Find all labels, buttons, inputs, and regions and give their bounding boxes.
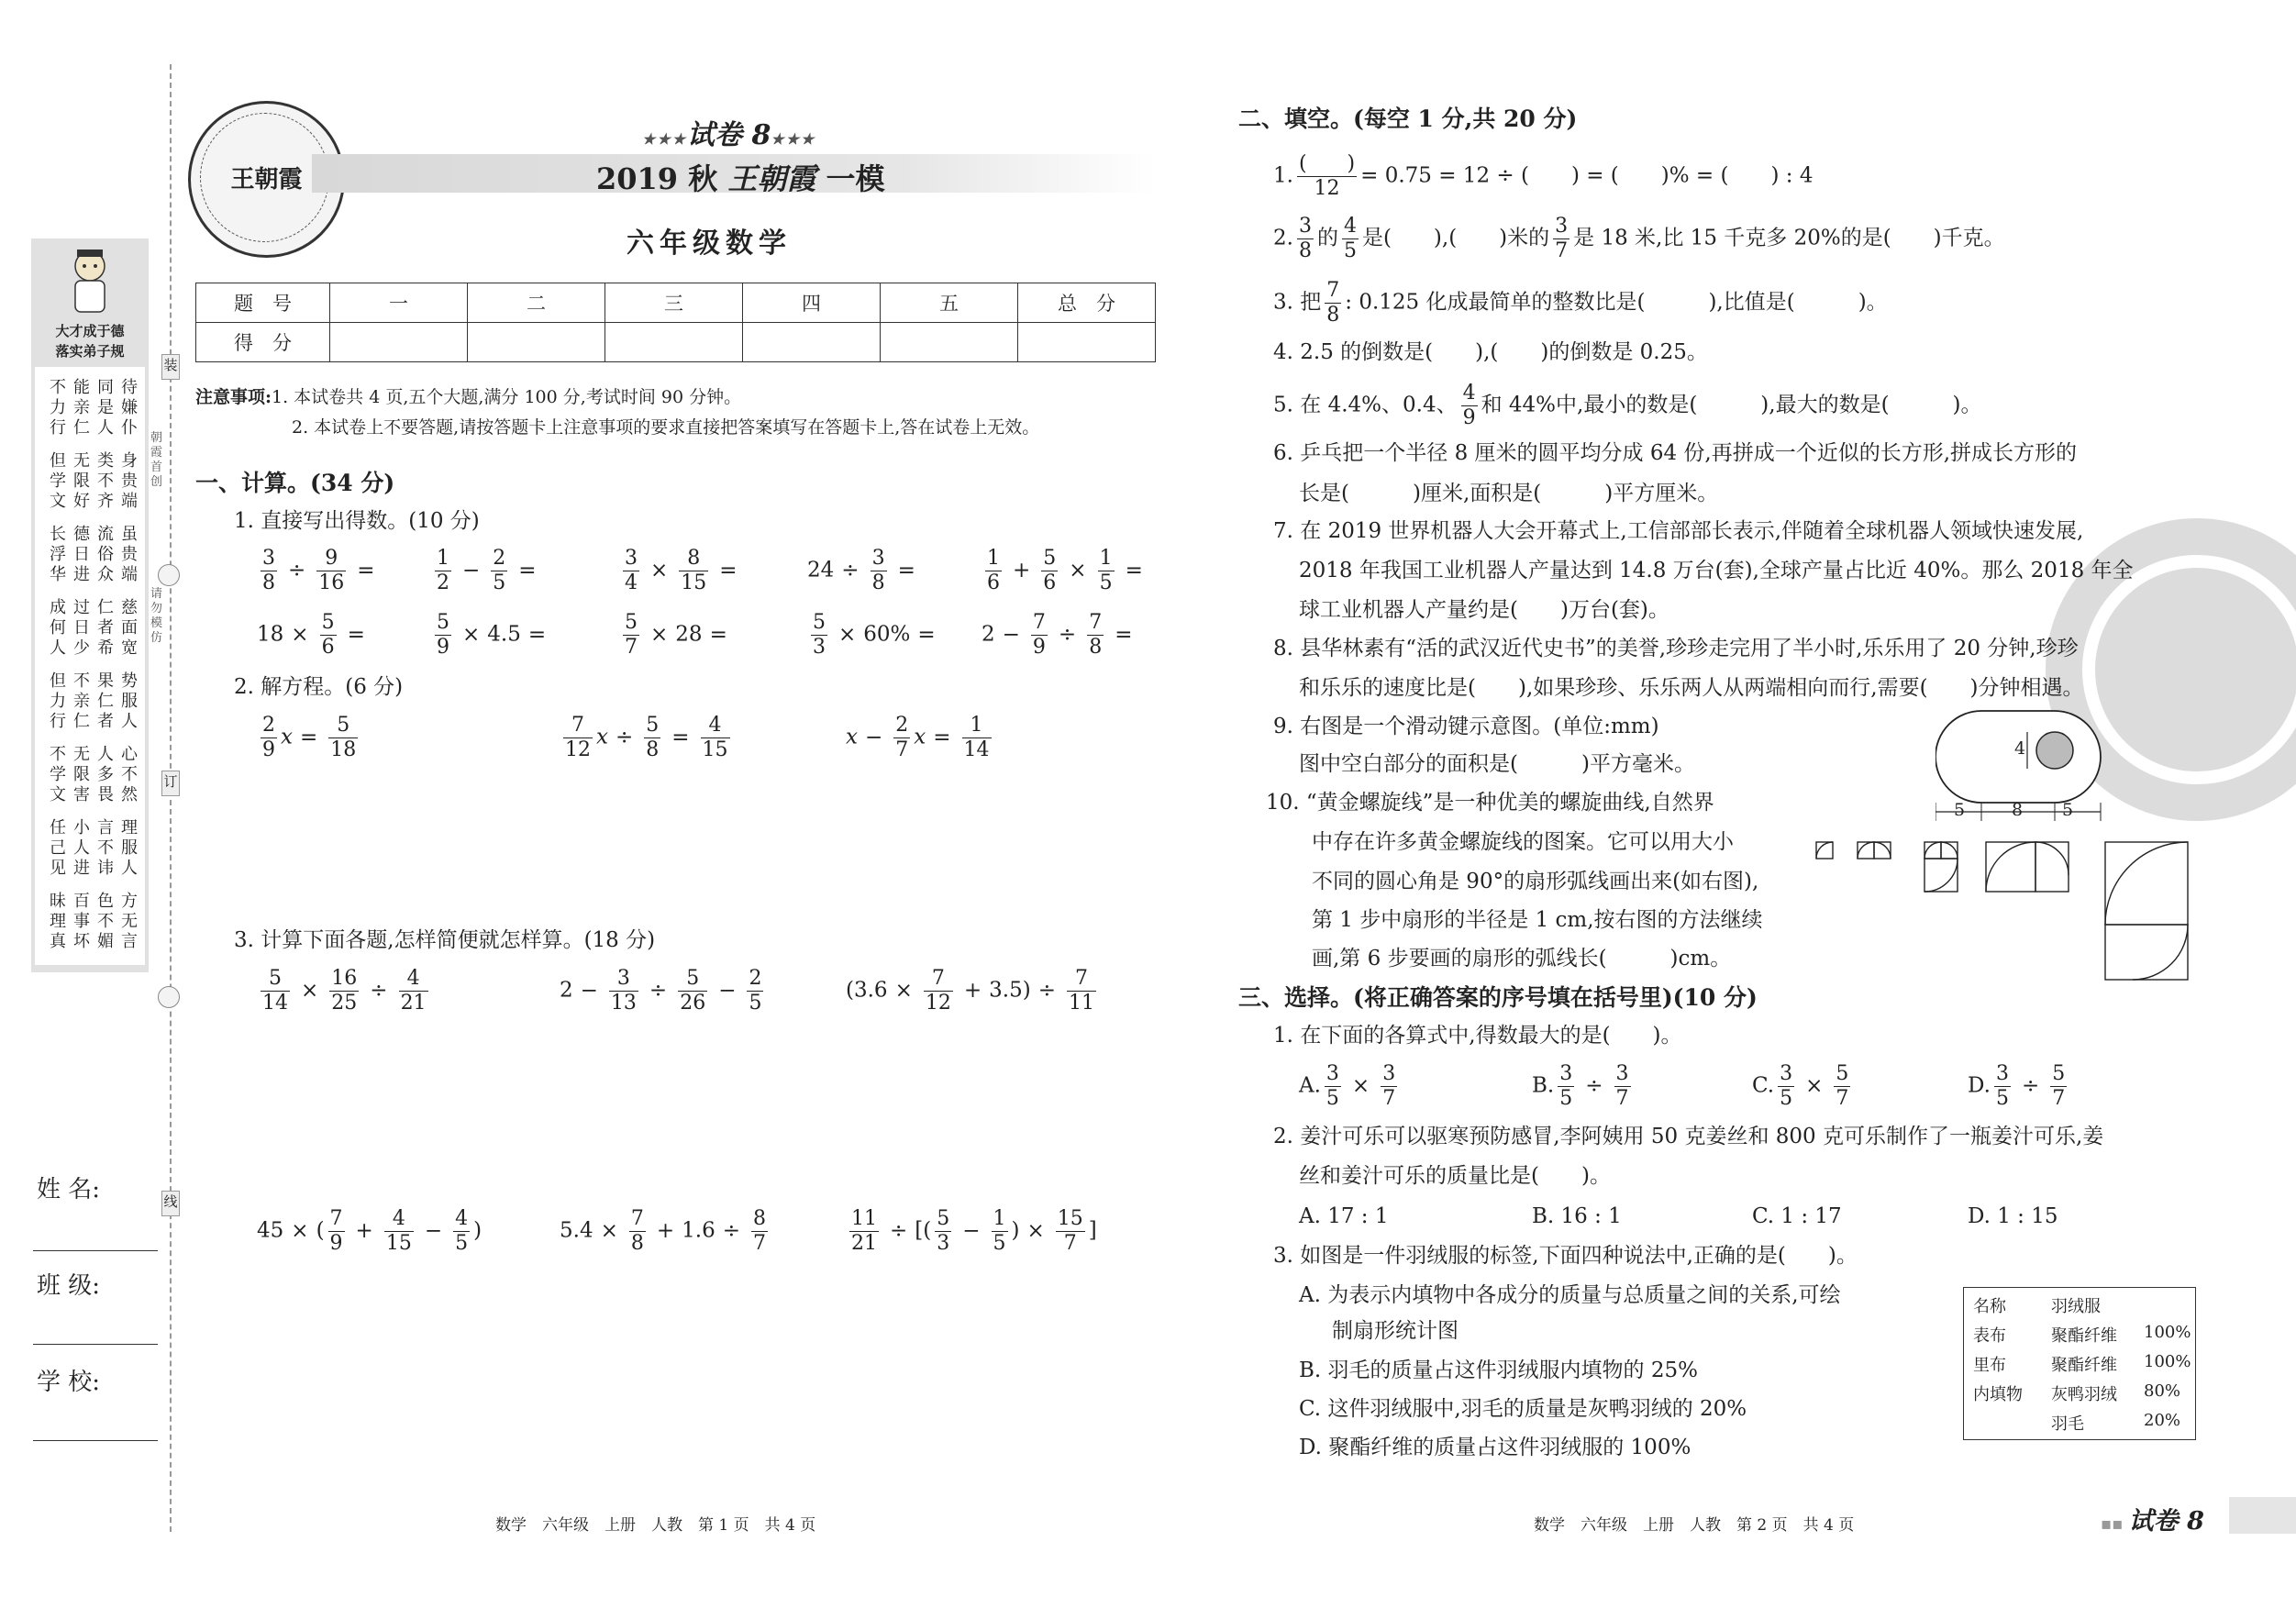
motto-char: 少: [73, 638, 90, 658]
motto-char: 多: [97, 765, 114, 784]
motto-char: 小: [73, 818, 90, 837]
motto-char: 俗: [97, 545, 114, 564]
class-field[interactable]: [33, 1344, 158, 1345]
simplify-item: $\frac{11}{21}$ ÷ [( $\frac{5}{3}$ − $\frac{1}{5}$ ) × $\frac{15}{7}$ ]: [851, 1207, 1097, 1255]
motto-char: 是: [97, 398, 114, 417]
cut-label-ding: 订: [161, 771, 180, 796]
score-cell[interactable]: [743, 323, 881, 362]
motto-char: 类: [97, 451, 114, 471]
motto-char: 仁: [97, 598, 114, 617]
motto-char: 不: [50, 745, 66, 764]
s2-q10-line4: 第 1 步中扇形的半径是 1 cm,按右图的方法继续: [1312, 908, 1763, 932]
motto-line: 落实弟子规: [55, 343, 125, 360]
motto-char: 己: [50, 838, 66, 858]
series-label: ★★★试卷 8★★★: [642, 119, 816, 151]
motto-char: 好: [73, 492, 90, 511]
motto-char: 何: [50, 618, 66, 638]
motto-char: 端: [121, 492, 138, 511]
motto-char: 色: [97, 892, 114, 911]
motto-char: 理: [121, 818, 138, 837]
s2-q1: 1. $\frac{( )}{12}$ = 0.75 = 12 ÷ ( ) = ( )% = ( ) : 4: [1273, 152, 1814, 200]
logo-text: 王朝霞: [230, 166, 303, 194]
motto-char: 文: [50, 785, 66, 804]
score-cell[interactable]: [1018, 323, 1156, 362]
motto-char: 方: [121, 892, 138, 911]
motto-char: 同: [97, 378, 114, 397]
subject-title: 六年级数学: [627, 227, 792, 260]
motto-char: 亲: [73, 692, 90, 711]
motto-char: 者: [97, 618, 114, 638]
motto-char: 但: [50, 671, 66, 691]
calc-item: $\frac{5}{7}$ × 28 =: [625, 611, 727, 659]
score-header: 一: [330, 283, 468, 323]
motto-char: 仁: [97, 692, 114, 711]
score-cell[interactable]: [605, 323, 743, 362]
clothing-label-table: [1963, 1287, 2196, 1440]
calc-item: $\frac{5}{3}$ × 60% =: [813, 611, 936, 659]
motto-char: 不: [73, 671, 90, 691]
s2-q4: 4. 2.5 的倒数是( ),( )的倒数是 0.25。: [1273, 340, 1708, 364]
label-cell: 聚酯纤维: [2051, 1356, 2117, 1375]
class-label: 班 级:: [37, 1272, 101, 1300]
binding-hole-icon: [158, 986, 180, 1008]
notes-line1: 注意事项:1. 本试卷共 4 页,五个大题,满分 100 分,考试时间 90 分钟。: [195, 387, 742, 407]
s2-q10-line3: 不同的圆心角是 90°的扇形弧线画出来(如右图),: [1312, 870, 1759, 893]
motto-char: 不: [97, 471, 114, 491]
motto-char: 百: [73, 892, 90, 911]
choice-option[interactable]: A. $\frac{3}{5}$ × $\frac{3}{7}$: [1299, 1062, 1396, 1110]
dim-label: 5: [1954, 800, 1966, 820]
s3-q2-line1: 2. 姜汁可乐可以驱寒预防感冒,李阿姨用 50 克姜丝和 800 克可乐制作了一瓶姜汁可乐,姜: [1273, 1125, 2104, 1148]
motto-char: 事: [73, 912, 90, 931]
label-cell: 聚酯纤维: [2051, 1326, 2117, 1346]
choice-option[interactable]: C. 这件羽绒服中,羽毛的质量是灰鸭羽绒的 20%: [1299, 1397, 1747, 1421]
motto-char: 进: [73, 565, 90, 584]
dim-label: 8: [2012, 800, 2024, 820]
calc-item: $\frac{1}{2}$ − $\frac{2}{5}$ =: [437, 547, 537, 594]
score-cell[interactable]: [330, 323, 468, 362]
motto-char: 贵: [121, 471, 138, 491]
motto-char: 浮: [50, 545, 66, 564]
calc-item: 24 ÷ $\frac{3}{8}$ =: [807, 547, 915, 594]
motto-char: 众: [97, 565, 114, 584]
name-field[interactable]: [33, 1250, 158, 1251]
score-header: 题 号: [196, 283, 330, 323]
motto-char: 人: [121, 712, 138, 731]
motto-char: 能: [73, 378, 90, 397]
choice-option[interactable]: B. $\frac{3}{5}$ ÷ $\frac{3}{7}$: [1532, 1062, 1629, 1110]
motto-char: 人: [121, 859, 138, 878]
section1-title: 一、计算。(34 分): [195, 470, 395, 496]
motto-char: 限: [73, 471, 90, 491]
motto-char: 见: [50, 859, 66, 878]
s2-q6-line2: 长是( )厘米,面积是( )平方厘米。: [1299, 482, 1719, 505]
name-label: 姓 名:: [37, 1176, 101, 1203]
motto-char: 势: [121, 671, 138, 691]
motto-char: 面: [121, 618, 138, 638]
motto-char: 齐: [97, 492, 114, 511]
motto-char: 言: [97, 818, 114, 837]
motto-char: 学: [50, 765, 66, 784]
motto-char: 流: [97, 525, 114, 544]
vertical-note: 请勿模仿: [150, 587, 163, 645]
s2-q2: 2. $\frac{3}{8}$ 的 $\frac{4}{5}$ 是( ),( )米的 $\frac{3}{7}$ 是 18 米,比 15 千克多 20%的是( )千克。: [1273, 215, 2005, 262]
equation-item: $\frac{7}{12}$ x ÷ $\frac{5}{8}$ = $\frac{4}{15}$: [565, 714, 728, 761]
motto-char: 果: [97, 671, 114, 691]
s3-q2-line2: 丝和姜汁可乐的质量比是( )。: [1299, 1164, 1611, 1188]
s3-q1: 1. 在下面的各算式中,得数最大的是( )。: [1273, 1024, 1682, 1048]
cut-label-zhuang: 装: [161, 354, 180, 380]
motto-char: 学: [50, 471, 66, 491]
calc-item: $\frac{3}{8}$ ÷ $\frac{9}{16}$ =: [262, 547, 375, 594]
motto-char: 身: [121, 451, 138, 471]
motto-char: 日: [73, 545, 90, 564]
choice-option[interactable]: A. 17 : 1: [1299, 1204, 1389, 1228]
choice-option[interactable]: B. 16 : 1: [1532, 1204, 1622, 1228]
motto-char: 希: [97, 638, 114, 658]
s2-q3: 3. 把 $\frac{7}{8}$ : 0.125 化成最简单的整数比是( ),比值是( )。: [1273, 279, 1888, 327]
s3-q3: 3. 如图是一件羽绒服的标签,下面四种说法中,正确的是( )。: [1273, 1244, 1858, 1268]
footer-badge: ▪▪ 试卷 8: [2101, 1507, 2204, 1536]
motto-char: 贵: [121, 545, 138, 564]
motto-char: 德: [73, 525, 90, 544]
motto-char: 人: [97, 418, 114, 438]
choice-option[interactable]: C. $\frac{3}{5}$ × $\frac{5}{7}$: [1752, 1062, 1849, 1110]
motto-char: 服: [121, 692, 138, 711]
motto-char: 力: [50, 692, 66, 711]
score-cell[interactable]: [881, 323, 1018, 362]
s2-q5: 5. 在 4.4%、0.4、 $\frac{4}{9}$ 和 44%中,最小的数是( ),最大的数是( )。: [1273, 382, 1982, 429]
label-cell: 内填物: [1973, 1385, 2023, 1404]
school-label: 学 校:: [37, 1369, 101, 1396]
motto-char: 宽: [121, 638, 138, 658]
choice-option[interactable]: B. 羽毛的质量占这件羽绒服内填物的 25%: [1299, 1359, 1698, 1382]
label-cell: 80%: [2144, 1381, 2181, 1401]
s2-q6-line1: 6. 乒乓把一个半径 8 厘米的圆平均分成 64 份,再拼成一个近似的长方形,拼成长方形的: [1273, 441, 2078, 465]
s2-q10-line2: 中存在许多黄金螺旋线的图案。它可以用大小: [1312, 830, 1734, 854]
motto-char: 虽: [121, 525, 138, 544]
choice-option-cont: 制扇形统计图: [1332, 1319, 1459, 1343]
motto-char: 行: [50, 712, 66, 731]
score-header: 四: [743, 283, 881, 323]
calc-item: 2 − $\frac{7}{9}$ ÷ $\frac{7}{8}$ =: [982, 611, 1133, 659]
s1-q1-title: 1. 直接写出得数。(10 分): [234, 509, 480, 533]
simplify-item: 5.4 × $\frac{7}{8}$ + 1.6 ÷ $\frac{8}{7}$: [560, 1207, 766, 1255]
label-cell: 100%: [2144, 1323, 2191, 1342]
motto-char: 力: [50, 398, 66, 417]
label-cell: 表布: [1973, 1326, 2006, 1346]
motto-char: 无: [73, 745, 90, 764]
motto-char: 人: [50, 638, 66, 658]
footer-badge-band: [2229, 1497, 2296, 1534]
section2-title: 二、填空。(每空 1 分,共 20 分): [1238, 105, 1578, 132]
score-cell[interactable]: [468, 323, 605, 362]
motto-char: 行: [50, 418, 66, 438]
label-cell: 20%: [2144, 1411, 2181, 1430]
motto-char: 日: [73, 618, 90, 638]
s2-q8-line2: 和乐乐的速度比是( ),如果珍珍、乐乐两人从两端相向而行,需要( )分钟相遇。: [1299, 676, 2084, 700]
dim-label: 5: [2062, 800, 2074, 820]
simplify-item: 45 × ( $\frac{7}{9}$ + $\frac{4}{15}$ − $\frac{4}{5}$ ): [257, 1207, 482, 1255]
s2-q9-line2: 图中空白部分的面积是( )平方毫米。: [1299, 752, 1695, 776]
s2-q8-line1: 8. 县华林素有“活的武汉近代史书”的美誉,珍珍走完用了半小时,乐乐用了 20 分钟,珍珍: [1273, 637, 2079, 660]
motto-char: 讳: [97, 859, 114, 878]
motto-char: 然: [121, 785, 138, 804]
motto-char: 无: [73, 451, 90, 471]
motto-char: 媚: [97, 932, 114, 951]
motto-char: 昧: [50, 892, 66, 911]
motto-char: 理: [50, 912, 66, 931]
score-header: 五: [881, 283, 1018, 323]
score-header: 二: [468, 283, 605, 323]
motto-char: 亲: [73, 398, 90, 417]
label-cell: 灰鸭羽绒: [2051, 1385, 2117, 1404]
motto-line: 大才成于德: [55, 323, 125, 339]
dim-label: 4: [2014, 738, 2026, 759]
score-table: [195, 283, 1156, 362]
cut-line: [170, 64, 172, 1532]
exam-title: 2019 秋 王朝霞 一模: [596, 161, 885, 196]
motto-char: 无: [121, 912, 138, 931]
motto-char: 待: [121, 378, 138, 397]
motto-char: 成: [50, 598, 66, 617]
motto-char: 者: [97, 712, 114, 731]
choice-option[interactable]: D. 聚酯纤维的质量占这件羽绒服的 100%: [1299, 1436, 1691, 1459]
label-cell: 羽绒服: [2051, 1297, 2101, 1316]
motto-char: 慈: [121, 598, 138, 617]
motto-char: 坏: [73, 932, 90, 951]
label-cell: 100%: [2144, 1352, 2191, 1371]
calc-item: 18 × $\frac{5}{6}$ =: [257, 611, 365, 659]
s2-q10-line1: 10. “黄金螺旋线”是一种优美的螺旋曲线,自然界: [1266, 791, 1714, 815]
footer-left: 数学 六年级 上册 人教 第 1 页 共 4 页: [495, 1516, 816, 1535]
motto-char: 限: [73, 765, 90, 784]
motto-char: 不: [50, 378, 66, 397]
equation-item: $\frac{2}{9}$ x = $\frac{5}{18}$: [262, 714, 357, 761]
cut-label-xian: 线: [161, 1191, 180, 1216]
motto-char: 嫌: [121, 398, 138, 417]
choice-option[interactable]: A. 为表示内填物中各成分的质量与总质量之间的关系,可绘: [1299, 1283, 1841, 1307]
section3-title: 三、选择。(将正确答案的序号填在括号里)(10 分): [1238, 984, 1758, 1011]
motto-char: 过: [73, 598, 90, 617]
scholar-icon: [62, 244, 117, 317]
score-row-label: 得 分: [196, 323, 330, 362]
motto-char: 端: [121, 565, 138, 584]
motto-char: 心: [121, 745, 138, 764]
golden-spiral-diagram: [1812, 835, 2197, 991]
motto-char: 长: [50, 525, 66, 544]
motto-char: 服: [121, 838, 138, 858]
label-cell: 羽毛: [2051, 1414, 2084, 1434]
motto-char: 畏: [97, 785, 114, 804]
s2-q9-line1: 9. 右图是一个滑动键示意图。(单位:mm): [1273, 715, 1659, 738]
notes-line2: 2. 本试卷上不要答题,请按答题卡上注意事项的要求直接把答案填写在答题卡上,答在试卷上无效。: [292, 417, 1040, 438]
label-cell: 名称: [1973, 1297, 2006, 1316]
s2-q7-line3: 球工业机器人产量约是( )万台(套)。: [1299, 598, 1669, 622]
simplify-item: (3.6 × $\frac{7}{12}$ + 3.5) ÷ $\frac{7}{11}$: [846, 967, 1094, 1015]
choice-option[interactable]: C. 1 : 17: [1752, 1204, 1842, 1228]
s1-q3-title: 3. 计算下面各题,怎样简便就怎样算。(18 分): [234, 928, 656, 952]
choice-option[interactable]: D. 1 : 15: [1968, 1204, 2058, 1228]
score-header: 总 分: [1018, 283, 1156, 323]
school-field[interactable]: [33, 1440, 158, 1441]
vertical-note: 朝霞首创: [150, 431, 163, 489]
motto-char: 任: [50, 818, 66, 837]
footer-right: 数学 六年级 上册 人教 第 2 页 共 4 页: [1534, 1516, 1855, 1535]
calc-item: $\frac{1}{6}$ + $\frac{5}{6}$ × $\frac{1}{5}$ =: [987, 547, 1143, 594]
calc-item: $\frac{3}{4}$ × $\frac{8}{15}$ =: [625, 547, 738, 594]
motto-char: 人: [73, 838, 90, 858]
motto-char: 害: [73, 785, 90, 804]
equation-item: x − $\frac{2}{7}$ x = $\frac{1}{14}$: [846, 714, 990, 761]
motto-char: 不: [97, 912, 114, 931]
motto-char: 真: [50, 932, 66, 951]
label-cell: 里布: [1973, 1356, 2006, 1375]
binding-hole-icon: [158, 564, 180, 586]
s2-q7-line2: 2018 年我国工业机器人产量达到 14.8 万台(套),全球产量占比近 40%。那么 2018 年全: [1299, 559, 2134, 582]
motto-char: 言: [121, 932, 138, 951]
simplify-item: 2 − $\frac{3}{13}$ ÷ $\frac{5}{26}$ − $\frac{2}{5}$: [560, 967, 762, 1015]
motto-char: 不: [121, 765, 138, 784]
s2-q7-line1: 7. 在 2019 世界机器人大会开幕式上,工信部部长表示,伴随着全球机器人领域快速发展,: [1273, 519, 2084, 543]
motto-char: 但: [50, 451, 66, 471]
s2-q10-line5: 画,第 6 步要画的扇形的弧线长( )cm。: [1312, 947, 1732, 970]
motto-char: 进: [73, 859, 90, 878]
motto-char: 不: [97, 838, 114, 858]
choice-option[interactable]: D. $\frac{3}{5}$ ÷ $\frac{5}{7}$: [1968, 1062, 2066, 1110]
score-header: 三: [605, 283, 743, 323]
motto-char: 文: [50, 492, 66, 511]
motto-char: 华: [50, 565, 66, 584]
motto-char: 人: [97, 745, 114, 764]
motto-char: 仁: [73, 712, 90, 731]
calc-item: $\frac{5}{9}$ × 4.5 =: [437, 611, 547, 659]
motto-char: 仁: [73, 418, 90, 438]
s1-q2-title: 2. 解方程。(6 分): [234, 675, 404, 699]
motto-char: 仆: [121, 418, 138, 438]
simplify-item: $\frac{5}{14}$ × $\frac{16}{25}$ ÷ $\frac{4}{21}$: [262, 967, 427, 1015]
